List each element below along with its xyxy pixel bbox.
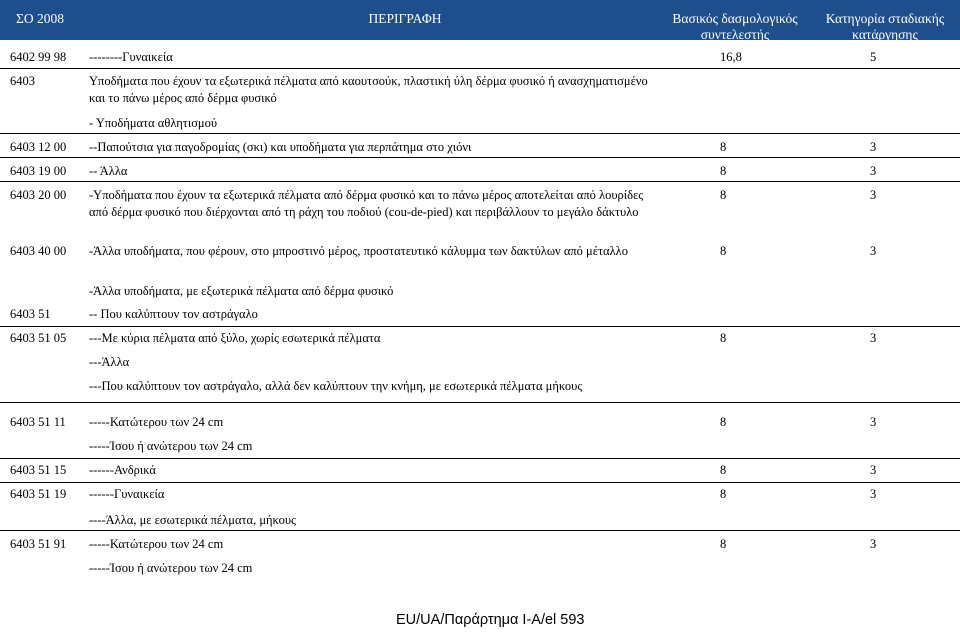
cell-description: --Παπούτσια για παγοδρομίας (σκι) και υποδήματα για περπάτημα στο χιόνι (89, 140, 472, 154)
cell-hs-code: 6403 20 00 (10, 188, 67, 202)
cell-description: ----Άλλα, με εσωτερικά πέλματα, μήκους (89, 513, 296, 527)
page-footer: EU/UA/Παράρτημα I-A/el 593 (396, 612, 585, 628)
cell-staging-category: 3 (870, 244, 877, 258)
cell-description: -Άλλα υποδήματα, που φέρουν, στο μπροστινό μέρος, προστατευτικό κάλυμμα των δακτύλων από μέταλλο (89, 244, 628, 258)
cell-description: --------Γυναικεία (89, 50, 173, 64)
cell-base-rate: 8 (720, 164, 727, 178)
row-divider (0, 157, 960, 158)
cell-hs-code: 6403 51 15 (10, 463, 67, 477)
cell-description: -----Ίσου ή ανώτερου των 24 cm (89, 439, 253, 453)
cell-hs-code: 6403 (10, 74, 35, 88)
cell-description: -----Κατώτερου των 24 cm (89, 537, 224, 551)
row-divider (0, 181, 960, 182)
cell-hs-code: 6402 99 98 (10, 50, 67, 64)
cell-base-rate: 8 (720, 463, 727, 477)
cell-base-rate: 8 (720, 331, 727, 345)
cell-staging-category: 3 (870, 415, 877, 429)
row-divider (0, 482, 960, 483)
cell-description: ---Που καλύπτουν τον αστράγαλο, αλλά δεν καλύπτουν την κνήμη, με εσωτερικά πέλματα μήκους (89, 379, 583, 393)
table-header (0, 0, 960, 40)
row-divider (0, 133, 960, 134)
cell-hs-code: 6403 40 00 (10, 244, 67, 258)
cell-description: -Υποδήματα που έχουν τα εξωτερικά πέλματα από δέρμα φυσικό και το πάνω μέρος αποτελείται από λουρίδες από δέρμα φυσικό που διέρχονται από τη ράχη του ποδιού (cou-de-pied) και περιβάλλουν το μεγάλο δάκτυλο (89, 188, 644, 219)
cell-description: -----Κατώτερου των 24 cm (89, 415, 224, 429)
cell-base-rate: 8 (720, 537, 727, 551)
cell-description: -Άλλα υποδήματα, με εξωτερικά πέλματα από δέρμα φυσικό (89, 284, 394, 298)
row-divider (0, 68, 960, 69)
cell-staging-category: 3 (870, 331, 877, 345)
cell-base-rate: 8 (720, 188, 727, 202)
row-divider (0, 326, 960, 327)
cell-hs-code: 6403 12 00 (10, 140, 67, 154)
cell-hs-code: 6403 51 91 (10, 537, 67, 551)
header-so: ΣΟ 2008 (16, 11, 64, 26)
cell-base-rate: 8 (720, 140, 727, 154)
cell-description: ------Ανδρικά (89, 463, 156, 477)
cell-staging-category: 3 (870, 537, 877, 551)
cell-base-rate: 8 (720, 415, 727, 429)
row-divider (0, 530, 960, 531)
cell-base-rate: 8 (720, 244, 727, 258)
cell-description: -- Άλλα (89, 164, 128, 178)
cell-staging-category: 3 (870, 463, 877, 477)
cell-hs-code: 6403 19 00 (10, 164, 67, 178)
cell-hs-code: 6403 51 (10, 307, 51, 321)
cell-base-rate: 8 (720, 487, 727, 501)
cell-staging-category: 5 (870, 50, 877, 64)
cell-description: ------Γυναικεία (89, 487, 165, 501)
cell-base-rate: 16,8 (720, 50, 742, 64)
cell-hs-code: 6403 51 11 (10, 415, 66, 429)
cell-description: ---Με κύρια πέλματα από ξύλο, χωρίς εσωτερικά πέλματα (89, 331, 381, 345)
cell-staging-category: 3 (870, 188, 877, 202)
header-base-rate: Βασικός δασμολογικός συντελεστής (672, 11, 798, 42)
row-divider (0, 402, 960, 403)
cell-staging-category: 3 (870, 164, 877, 178)
cell-hs-code: 6403 51 05 (10, 331, 67, 345)
cell-staging-category: 3 (870, 140, 877, 154)
cell-description: Υποδήματα που έχουν τα εξωτερικά πέλματα από καουτσούκ, πλαστική ύλη δέρμα φυσικό ή ανασχηματισμένο και το πάνω μέρος από δέρμα φυσικό (89, 74, 648, 105)
cell-staging-category: 3 (870, 487, 877, 501)
cell-description: -----Ίσου ή ανώτερου των 24 cm (89, 561, 253, 575)
cell-description: -- Που καλύπτουν τον αστράγαλο (89, 307, 258, 321)
cell-description: - Υποδήματα αθλητισμού (89, 116, 218, 130)
cell-hs-code: 6403 51 19 (10, 487, 67, 501)
cell-description: ---Άλλα (89, 355, 130, 369)
header-description: ΠΕΡΙΓΡΑΦΗ (368, 11, 442, 26)
header-category: Κατηγορία σταδιακής κατάργησης (825, 11, 945, 42)
row-divider (0, 458, 960, 459)
